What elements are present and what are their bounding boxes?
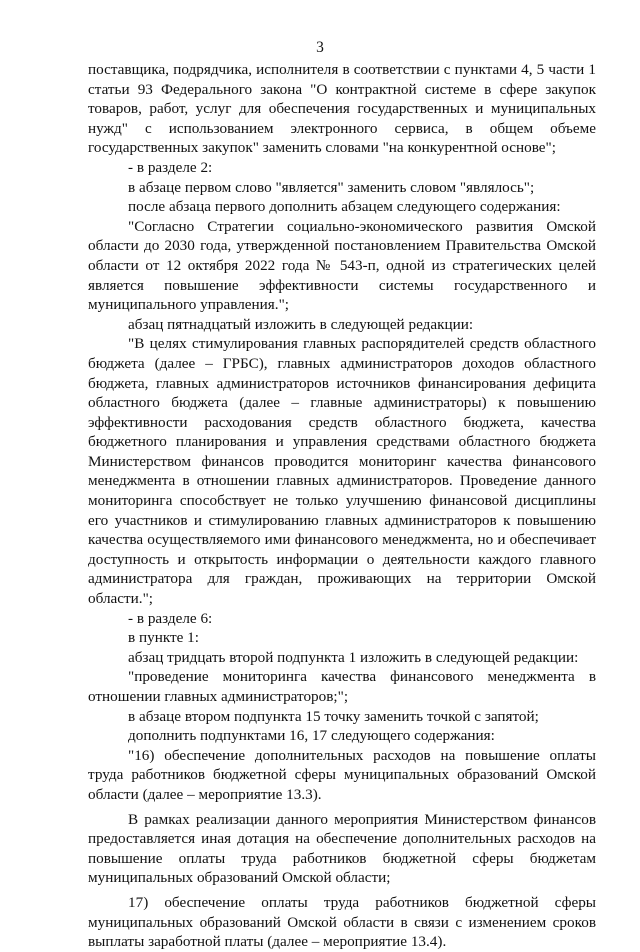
paragraph-continuation: поставщика, подрядчика, исполнителя в соответствии с пунктами 4, 5 части 1 статьи 93 Федерального закона "О контрактной системе в сфере закупок товаров, работ, услуг для обеспечения государственных и муниципальных нужд" с использованием электронного сервиса, в общем объеме государственных закупок" заменить словами "на конкурентной основе"; (88, 61, 596, 157)
paragraph-add-after-first: после абзаца первого дополнить абзацем следующего содержания: (128, 198, 561, 216)
paragraph-measure-13-3: В рамках реализации данного мероприятия Министерством финансов предоставляется иная дотация на обеспечение дополнительных расходов на повышение оплаты труда работников бюджетной сферы бюджетам муниципальных образований Омской области; (88, 810, 596, 887)
paragraph-section-2: - в разделе 2: (128, 158, 213, 176)
paragraph-subpoint-16: "16) обеспечение дополнительных расходов на повышение оплаты труда работников бюджетной сферы муниципальных образований Омской области (далее – мероприятие 13.3). (88, 746, 596, 803)
paragraph-fifteenth-intro: абзац пятнадцатый изложить в следующей редакции: (128, 315, 474, 333)
paragraph-strategy-quote: "Согласно Стратегии социально-экономического развития Омской области до 2030 года, утвержденной постановлением Правительства Омской области от 12 октября 2022 года № 543-п, одной из стратегических целей является повышение эффективности системы государственного и муниципального управления."; (88, 217, 596, 314)
paragraph-subpoint-15: в абзаце втором подпункта 15 точку заменить точкой с запятой; (128, 707, 539, 725)
paragraph-thirty-second-intro: абзац тридцать второй подпункта 1 изложить в следующей редакции: (128, 648, 579, 666)
paragraph-point-1: в пункте 1: (128, 629, 199, 647)
paragraph-add-subpoints: дополнить подпунктами 16, 17 следующего содержания: (128, 727, 495, 745)
page-number: 3 (316, 39, 324, 56)
paragraph-subpoint-17: 17) обеспечение оплаты труда работников бюджетной сферы муниципальных образований Омской области в связи с изменением сроков выплаты заработной платы (далее – мероприятие 13.4). (88, 893, 596, 951)
document-body (88, 60, 596, 952)
paragraph-replace-word: в абзаце первом слово "является" заменить словом "являлось"; (128, 178, 535, 196)
paragraph-section-6: - в разделе 6: (128, 609, 213, 627)
paragraph-monitoring-quote: "В целях стимулирования главных распорядителей средств областного бюджета (далее – ГРБС), главных администраторов доходов областного бюджета, главных администраторов источников финансирования дефицита областного бюджета (далее – главные администраторы) к повышению эффективности расходования средств областного бюджета, качества бюджетного планирования и управления средствами областного бюджета Министерством финансов проводится мониторинг качества финансового менеджмента в отношении главных администраторов. Проведение данного мониторинга способствует не только улучшению финансовой дисциплины его участников и стимулированию главных администраторов к повышению качества осуществляемого ими финансового менеджмента, но и обеспечивает доступность и открытость информации о деятельности каждого главного администратора для граждан, проживающих на территории Омской области."; (88, 335, 596, 608)
paragraph-monitoring-item: "проведение мониторинга качества финансового менеджмента в отношении главных администраторов;"; (88, 668, 596, 705)
